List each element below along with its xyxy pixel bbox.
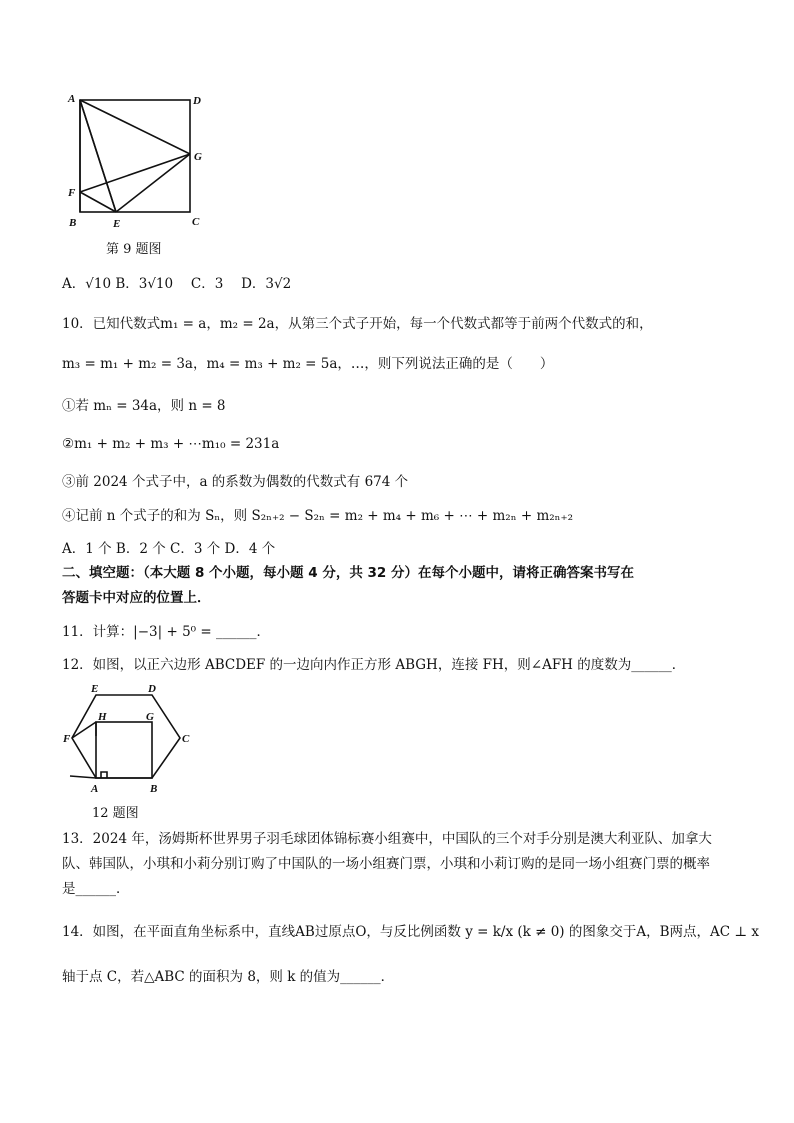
- label-C: C: [192, 216, 200, 228]
- label-E: E: [113, 218, 121, 230]
- q14-line1: 14．如图，在平面直角坐标系中，直线AB过原点O，与反比例函数 y = k/x (k ≠ 0) 的图象交于A，B两点，AC ⊥ x: [62, 924, 759, 940]
- q10-item4: ④记前 n 个式子的和为 Sₙ，则 S₂ₙ₊₂ − S₂ₙ = m₂ + m₄ + m₆ + ⋯ + m₂ₙ + m₂ₙ₊₂: [62, 508, 574, 524]
- q13-line2: 队、韩国队，小琪和小莉分别订购了中国队的一场小组赛门票，小琪和小莉订购的是同一场小组赛门票的概率: [62, 856, 710, 872]
- label-G: G: [194, 151, 202, 163]
- q10-item2: ②m₁ + m₂ + m₃ + ⋯m₁₀ = 231a: [62, 436, 280, 452]
- label-D: D: [148, 683, 156, 695]
- figure-9-caption: 第 9 题图: [106, 242, 162, 257]
- figure-12: [60, 680, 200, 795]
- q10-options: A．1 个 B．2 个 C．3 个 D．4 个: [62, 541, 276, 557]
- q13-line1: 13．2024 年，汤姆斯杯世界男子羽毛球团体锦标赛小组赛中，中国队的三个对手分别是澳大利亚队、加拿大: [62, 831, 712, 847]
- label-D: D: [193, 95, 201, 107]
- label-B: B: [150, 783, 158, 795]
- q13-line3: 是______．: [62, 881, 130, 897]
- label-F: F: [68, 187, 76, 199]
- q11: 11．计算：|−3| + 5⁰ = ______．: [62, 624, 270, 640]
- label-E: E: [91, 683, 99, 695]
- label-F: F: [63, 733, 71, 745]
- q9-options: A．√10 B．3√10 C．3 D．3√2: [62, 276, 292, 292]
- q10-line2: m₃ = m₁ + m₂ = 3a，m₄ = m₃ + m₂ = 5a，…，则下列说法正确的是（ ）: [62, 356, 554, 372]
- q14-line2: 轴于点 C，若△ABC 的面积为 8，则 k 的值为______．: [62, 969, 395, 985]
- section2-heading-line1: 二、填空题：（本大题 8 个小题，每小题 4 分，共 32 分）在每个小题中，请将正确答案书写在: [62, 565, 635, 581]
- q10-item1: ①若 mₙ = 34a，则 n = 8: [62, 398, 226, 414]
- q10-item3: ③前 2024 个式子中，a 的系数为偶数的代数式有 674 个: [62, 474, 409, 490]
- label-A: A: [91, 783, 99, 795]
- section2-heading-line2: 答题卡中对应的位置上．: [62, 590, 211, 606]
- label-A: A: [68, 93, 76, 105]
- figure-9: [60, 88, 210, 238]
- label-C: C: [182, 733, 190, 745]
- label-H: H: [98, 711, 107, 723]
- q10-line1: 10．已知代数式m₁ = a，m₂ = 2a，从第三个式子开始，每一个代数式都等于前两个代数式的和，: [62, 316, 653, 332]
- q12: 12．如图，以正六边形 ABCDEF 的一边向内作正方形 ABGH，连接 FH，则∠AFH 的度数为______．: [62, 657, 686, 673]
- label-G: G: [146, 711, 154, 723]
- label-B: B: [69, 217, 77, 229]
- figure-12-caption: 12 题图: [92, 806, 139, 821]
